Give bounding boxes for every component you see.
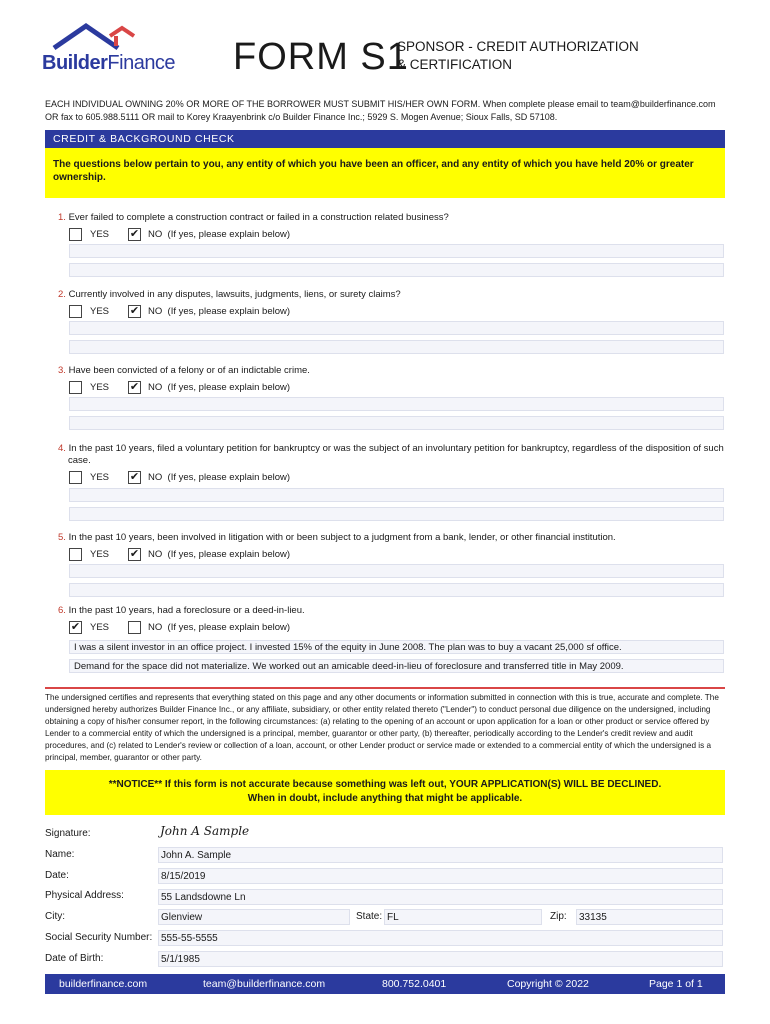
explanation-line-2[interactable] [69,340,724,354]
yes-checkbox[interactable] [69,381,82,394]
explanation-line-2[interactable] [69,583,724,597]
signature-label: Signature: [45,828,91,839]
question-text: In the past 10 years, been involved in litigation with or been subject to a judgment from a bank, lender, or other financial institution. [68,532,616,543]
section-title: CREDIT & BACKGROUND CHECK [45,130,725,148]
explanation-line-1[interactable] [69,488,724,502]
explanation-line-2[interactable] [69,416,724,430]
question-text: In the past 10 years, filed a voluntary petition for bankruptcy or was the subject of an involuntary petition for bankruptcy, regardless of the disposition of such case. [68,443,724,466]
name-field[interactable]: John A. Sample [158,847,723,863]
no-checkbox[interactable] [128,621,141,634]
form-header [0,0,770,95]
name-label: Name: [45,849,75,860]
no-label: NO (If yes, please explain below) [148,472,291,483]
form-subtitle [397,38,639,74]
question-5 [58,532,728,566]
yes-label: YES [90,306,110,317]
intro-instructions [45,98,735,124]
notice-box [45,770,725,815]
no-checkbox[interactable]: ✔ [129,471,140,483]
no-checkbox[interactable]: ✔ [129,381,140,393]
yes-checkbox[interactable] [69,548,82,561]
address-label: Physical Address: [45,890,124,901]
yes-label: YES [90,382,110,393]
intro-line2: OR fax to 605.988.5111 OR mail to Korey Kraayenbrink c/o Builder Finance Inc.; 5929 S. Mogen Avenue; Sioux Falls, SD 57108. [45,112,558,122]
question-number: 6. [58,605,66,616]
form-subtitle-line1: SPONSOR - CREDIT AUTHORIZATION [397,39,639,54]
explanation-line-2[interactable] [69,507,724,521]
address-field[interactable]: 55 Landsdowne Ln [158,889,723,905]
state-label: State: [356,911,383,922]
dob-label: Date of Birth: [45,953,104,964]
question-text: Currently involved in any disputes, lawsuits, judgments, liens, or surety claims? [68,289,401,300]
explanation-line-2[interactable] [69,263,724,277]
city-label: City: [45,911,65,922]
explanation-line-1[interactable] [69,321,724,335]
date-field[interactable]: 8/15/2019 [158,868,723,884]
yes-checkbox[interactable] [69,471,82,484]
yes-label: YES [90,229,110,240]
no-label: NO (If yes, please explain below) [148,549,291,560]
yes-label: YES [90,549,110,560]
explanation-line-1[interactable] [69,244,724,258]
no-label: NO (If yes, please explain below) [148,229,291,240]
footer-phone: 800.752.0401 [382,978,447,990]
question-2 [58,289,728,323]
question-1 [58,212,728,246]
footer-bar [45,974,725,994]
state-field[interactable]: FL [384,909,542,925]
form-title: FORM S1 [233,36,409,78]
no-checkbox[interactable]: ✔ [129,548,140,560]
question-4 [58,443,728,489]
intro-line1: EACH INDIVIDUAL OWNING 20% OR MORE OF THE BORROWER MUST SUBMIT HIS/HER OWN FORM. When complete please email to team@builderfinance.com [45,99,716,109]
explanation-line-1[interactable] [69,397,724,411]
logo-text-light: Finance [107,52,176,74]
explanation-line-1[interactable] [69,564,724,578]
city-field[interactable]: Glenview [158,909,350,925]
yes-checkbox[interactable] [69,305,82,318]
yes-checkbox[interactable] [69,228,82,241]
no-checkbox[interactable]: ✔ [129,305,140,317]
explanation-line-1[interactable]: I was a silent investor in an office project. I invested 15% of the equity in June 2008. The plan was to buy a vacant 25,000 sf office. [69,640,724,654]
ssn-label: Social Security Number: [45,932,153,943]
yes-label: YES [90,622,110,633]
date-label: Date: [45,870,69,881]
question-number: 2. [58,289,66,300]
notice-line2: When in doubt, include anything that might be applicable. [247,793,523,804]
no-label: NO (If yes, please explain below) [148,622,291,633]
no-label: NO (If yes, please explain below) [148,306,291,317]
question-number: 3. [58,365,66,376]
ssn-field[interactable]: 555-55-5555 [158,930,723,946]
zip-field[interactable]: 33135 [576,909,723,925]
logo-text-bold: Builder [42,52,108,74]
zip-label: Zip: [550,911,567,922]
question-number: 4. [58,443,66,454]
section-divider [45,687,725,689]
yes-label: YES [90,472,110,483]
yes-checkbox[interactable]: ✔ [70,621,81,633]
explanation-line-2[interactable]: Demand for the space did not materialize. We worked out an amicable deed-in-lieu of foreclosure and transferred title in May 2009. [69,659,724,673]
footer-email-link[interactable]: team@builderfinance.com [203,978,326,990]
builder-finance-logo [42,22,192,77]
question-text: Have been convicted of a felony or of an indictable crime. [68,365,310,376]
form-subtitle-line2: & CERTIFICATION [397,57,513,72]
no-checkbox[interactable]: ✔ [129,228,140,240]
authorization-text: The undersigned certifies and represents that everything stated on this page and any other documents or information submitted in connection with this is true, accurate and complete. The undersigned hereby authorizes Builder Finance Inc., or any affiliate, subsidiary, or other entity related thereto ("Lender") to conduct personal due diligence on the undersigned, including obtaining a copy of his/her consumer report, in the following circumstances: (a) relating to the opening of an account or upon application for a loan or other product or service offered by Lender to a commercial entity of which the undersigned is a principal, member, guarantor or other party, (b) thereafter, periodically according to the Lender's credit review and audit procedures, and (c) related to Lender's review or collection of a loan, account, or other Lender product or service made or extended to a commercial entity of which the undersigned is a principal, member, guarantor or other party. [45,693,719,762]
no-label: NO (If yes, please explain below) [148,382,291,393]
notice-line1: **NOTICE** If this form is not accurate because something was left out, YOUR APPLICATION(S) WILL BE DECLINED. [108,779,662,790]
question-number: 1. [58,212,66,223]
footer-website-link[interactable]: builderfinance.com [59,978,148,990]
question-6 [58,605,728,672]
signature-field[interactable]: John A Sample [160,824,250,838]
question-text: Ever failed to complete a construction contract or failed in a construction related business? [68,212,449,223]
question-text: In the past 10 years, had a foreclosure or a deed-in-lieu. [68,605,305,616]
footer-page-number: Page 1 of 1 [649,978,703,990]
house-roof-icon [50,22,140,52]
dob-field[interactable]: 5/1/1985 [158,951,723,967]
section-instruction: The questions below pertain to you, any entity of which you have been an officer, and any entity of which you have held 20% or greater ownership. [45,148,725,198]
question-3 [58,365,728,399]
footer-copyright: Copyright © 2022 [507,978,589,990]
question-number: 5. [58,532,66,543]
